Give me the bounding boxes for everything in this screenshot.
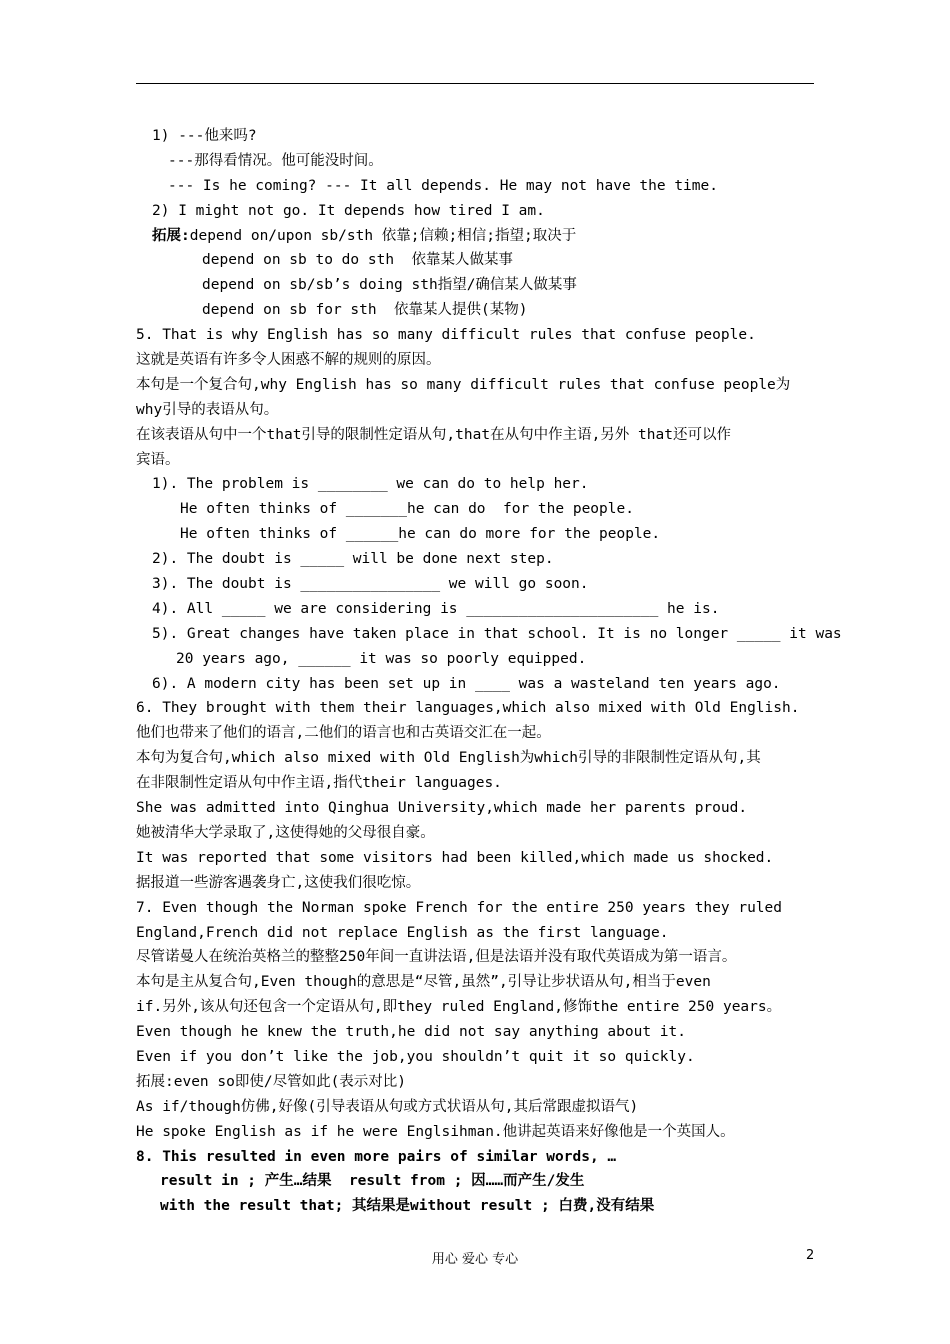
text-line	[136, 224, 826, 249]
text-line: --- Is he coming? --- It all depends. He may not have the time.	[168, 177, 718, 194]
text-line: 3). The doubt is ________________ we will go soon.	[152, 576, 589, 593]
text-line: 拓展:even so即使/尽管如此(表示对比)	[136, 1073, 407, 1090]
text-line: Even though he knew the truth,he did not say anything about it.	[136, 1024, 686, 1041]
text-line: 她被清华大学录取了,这使得她的父母很自豪。	[136, 824, 435, 841]
text-line: 本句是主从复合句,Even though的意思是“尽管,虽然”,引导让步状语从句,相当于even	[136, 974, 711, 991]
text-line: It was reported that some visitors had been killed,which made us shocked.	[136, 849, 774, 866]
text-line: He often thinks of _______he can do for the people.	[180, 501, 634, 518]
text-line: 本句为复合句,which also mixed with Old English为which引导的非限制性定语从句,其	[136, 750, 761, 767]
text-line: 在该表语从句中一个that引导的限制性定语从句,that在从句中作主语,另外 that还可以作	[136, 426, 731, 443]
extension-label: 拓展:	[152, 227, 190, 244]
text-line: 尽管诺曼人在统治英格兰的整整250年间一直讲法语,但是法语并没有取代英语成为第一语言。	[136, 949, 737, 966]
text-line: 本句是一个复合句,why English has so many difficult rules that confuse people为	[136, 376, 791, 393]
text-line: why引导的表语从句。	[136, 401, 279, 418]
text-line: He spoke English as if he were Englsihman.他讲起英语来好像他是一个英国人。	[136, 1123, 735, 1140]
text-line: 20 years ago, ______ it was so poorly equipped.	[176, 650, 587, 667]
text-line: England,French did not replace English as the first language.	[136, 924, 669, 941]
text-line: 7. Even though the Norman spoke French for the entire 250 years they ruled	[136, 899, 783, 916]
page-body	[136, 124, 842, 1219]
text-line: ---那得看情况。他可能没时间。	[168, 152, 383, 169]
text-line: 8. This resulted in even more pairs of similar words, …	[136, 1148, 617, 1165]
text-line: result in ; 产生…结果 result from ; 因……而产生/发生	[160, 1173, 585, 1190]
text-line: 6). A modern city has been set up in ____ was a wasteland ten years ago.	[152, 675, 781, 692]
text-line: depend on sb/sb’s doing sth指望/确信某人做某事	[202, 277, 577, 294]
text-line: 5. That is why English has so many difficult rules that confuse people.	[136, 327, 756, 344]
text-line: if.另外,该从句还包含一个定语从句,即they ruled England,修饰the entire 250 years。	[136, 999, 782, 1016]
text-line: 宾语。	[136, 451, 180, 468]
text-line: depend on sb to do sth 依靠某人做某事	[202, 252, 514, 269]
text-line: 在非限制性定语从句中作主语,指代their languages.	[136, 775, 502, 792]
page-number: 2	[806, 1248, 815, 1263]
header-rule	[136, 83, 814, 84]
text-line: 2). The doubt is _____ will be done next step.	[152, 551, 554, 568]
text-span: depend on/upon sb/sth 依靠;信赖;相信;指望;取决于	[189, 227, 577, 244]
text-line: He often thinks of ______he can do more for the people.	[180, 526, 661, 543]
text-line: 6. They brought with them their languages,which also mixed with Old English.	[136, 700, 800, 717]
text-line: As if/though仿佛,好像(引导表语从句或方式状语从句,其后常跟虚拟语气)	[136, 1098, 639, 1115]
text-line: Even if you don’t like the job,you shouldn’t quit it so quickly.	[136, 1048, 695, 1065]
text-line: 1). The problem is ________ we can do to help her.	[152, 476, 589, 493]
footer-slogan: 用心 爱心 专心	[431, 1252, 519, 1267]
text-line: She was admitted into Qinghua University,which made her parents proud.	[136, 800, 748, 817]
text-line: 4). All _____ we are considering is ______________________ he is.	[152, 600, 720, 617]
text-line: depend on sb for sth 依靠某人提供(某物)	[202, 302, 528, 319]
text-line: 据报道一些游客遇袭身亡,这使我们很吃惊。	[136, 874, 421, 891]
text-line: 5). Great changes have taken place in that school. It is no longer _____ it was	[152, 625, 842, 642]
text-line: with the result that; 其结果是without result ; 白费,没有结果	[160, 1198, 655, 1215]
text-line: 他们也带来了他们的语言,二他们的语言也和古英语交汇在一起。	[136, 725, 551, 742]
text-line: 1) ---他来吗?	[152, 128, 257, 144]
text-line: 这就是英语有许多令人困惑不解的规则的原因。	[136, 352, 441, 369]
text-line: 2) I might not go. It depends how tired I am.	[152, 202, 545, 219]
